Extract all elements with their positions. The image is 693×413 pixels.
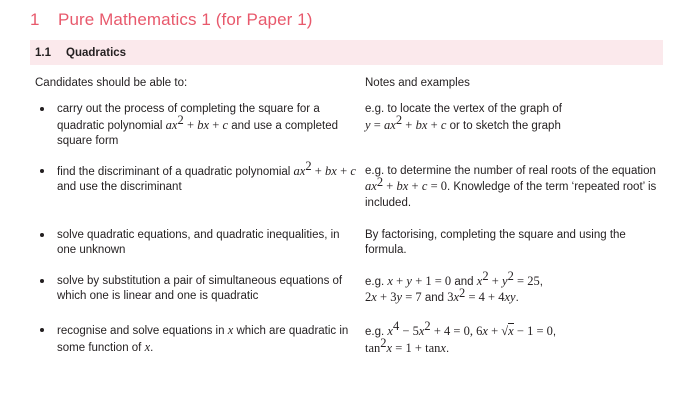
notes-text: e.g. to determine the number of real roots of the equation $ax^2$ + bx + c = 0. Knowledge of the term ‘repeated root’ is included.: [365, 164, 657, 209]
objectives-table: [30, 102, 663, 357]
objective-cell: [30, 323, 361, 357]
notes-cell: [361, 319, 663, 357]
notes-text: e.g. to locate the vertex of the graph of $y = ax^2$ + bx + c or to sketch the graph: [365, 103, 562, 132]
section-number: 1.1: [35, 46, 51, 59]
table-row: [30, 158, 663, 212]
objective-text: find the discriminant of a quadratic polynomial $ax^2$ + bx + c and use the discriminant: [57, 158, 356, 194]
section-title: Quadratics: [66, 46, 127, 59]
notes-text: e.g. $x^4 - 5x^2 + 4 = 0$, 6x + √x − 1 = 0, $\tan^2x = 1 + \tan x$.: [365, 319, 557, 355]
notes-cell: [361, 164, 663, 212]
objective-cell: [30, 228, 361, 259]
notes-text: e.g. x + y + 1 = 0 and $x^2 + y^2 = 25$, 2x + 3y = 7 and $3x^2 = 4 + 4xy$.: [365, 268, 543, 305]
left-column-header-cell: [30, 77, 361, 102]
objective-cell: [30, 102, 361, 150]
bullet-icon: [40, 233, 44, 237]
objective-text: carry out the process of completing the square for a quadratic polynomial $ax^2$ + bx + c and use a completed square form: [57, 103, 339, 148]
notes-cell: [361, 228, 663, 259]
notes-cell: [361, 102, 663, 150]
right-column-header-cell: [361, 77, 663, 102]
chapter-title: [30, 0, 663, 40]
table-row: [30, 228, 663, 259]
chapter-number: 1: [30, 10, 40, 29]
objective-cell: [30, 158, 361, 212]
section-header-band: [30, 40, 663, 65]
chapter-name: Pure Mathematics 1 (for Paper 1): [58, 10, 313, 29]
right-column-header: Notes and examples: [365, 77, 470, 89]
left-column-header: Candidates should be able to:: [35, 77, 188, 89]
objective-text: solve quadratic equations, and quadratic inequalities, in one unknown: [57, 228, 340, 257]
bullet-icon: [40, 328, 44, 332]
table-row: [30, 268, 663, 307]
notes-cell: [361, 268, 663, 307]
bullet-icon: [40, 169, 44, 173]
objective-cell: [30, 274, 361, 307]
table-row: [30, 102, 663, 150]
bullet-icon: [40, 279, 44, 283]
objective-text: recognise and solve equations in x which are quadratic in some function of x.: [57, 322, 349, 354]
bullet-icon: [40, 107, 44, 111]
column-headers: [30, 77, 663, 102]
objective-text: solve by substitution a pair of simultaneous equations of which one is linear and one is quadratic: [57, 274, 343, 303]
notes-text: By factorising, completing the square and using the formula.: [365, 228, 626, 257]
table-row: [30, 319, 663, 357]
